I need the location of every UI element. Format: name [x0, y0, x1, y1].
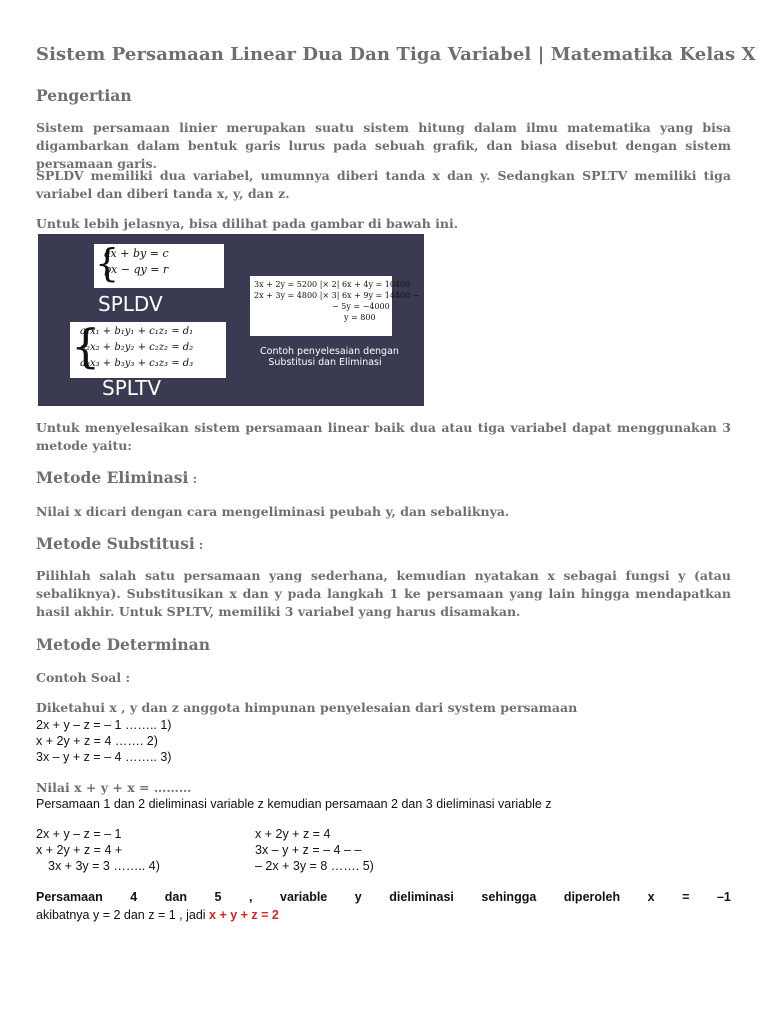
caption-line: Substitusi dan Eliminasi [268, 357, 382, 368]
heading-text: Metode Eliminasi [36, 468, 189, 487]
section-heading-eliminasi [36, 468, 197, 487]
paragraph-definition: Sistem persamaan linier merupakan suatu sistem hitung dalam ilmu matematika yang bisa digambarkan dalam bentuk garis lurus pada sebuah grafik, dan biasa disebut dengan sistem persamaan garis. [36, 120, 731, 171]
conclusion-word: = [682, 890, 690, 904]
conclusion-word: sehingga [481, 890, 537, 904]
example-intro: Diketahui x , y dan z anggota himpunan penyelesaian dari system persamaan [36, 700, 578, 715]
conclusion-word: , [248, 890, 253, 904]
example-question: Nilai x + y + x = ……… [36, 780, 192, 795]
conclusion-word: 5 [214, 890, 222, 904]
spltv-equation: a₁x₁ + b₁y₁ + c₁z₁ = d₁ [80, 326, 194, 337]
equation-1: 2x + y – z = – 1 …….. 1) [36, 718, 172, 732]
spltv-equation: a₃x₃ + b₃y₃ + c₃z₃ = d₃ [80, 358, 194, 369]
spldv-equation-box: { ax + by = c px − qy = r [94, 244, 224, 288]
paragraph-substitusi: Pilihlah salah satu persamaan yang sederhana, kemudian nyatakan x sebagai fungsi y (atau sebaliknya). Substitusikan x dan y pada langkah 1 ke persamaan yang lain hingga mendapatkan hasil akhir. Untuk SPLTV, memiliki 3 variabel yang harus disamakan. [36, 568, 731, 619]
solution-line: 3x + 2y = 5200 |× 2| 6x + 4y = 10400 [254, 280, 411, 289]
conclusion-text: akibatnya y = 2 dan z = 1 , jadi [36, 908, 210, 922]
caption-line: Contoh penyelesaian dengan [260, 346, 399, 357]
spldv-label: SPLDV [98, 292, 163, 316]
spltv-label: SPLTV [102, 376, 162, 400]
section-heading-substitusi [36, 534, 203, 553]
equation-2: x + 2y + z = 4 ……. 2) [36, 734, 158, 748]
left-equation: 2x + y – z = – 1 [36, 827, 122, 841]
solution-line: y = 800 [344, 313, 376, 322]
conclusion-word: y [354, 890, 362, 904]
conclusion-word: variable [280, 890, 328, 904]
paragraph-see-figure: Untuk lebih jelasnya, bisa dilihat pada gambar di bawah ini. [36, 216, 459, 231]
conclusion-word: –1 [716, 890, 731, 904]
conclusion-word: 4 [130, 890, 138, 904]
conclusion-word: Persamaan [36, 890, 103, 904]
left-equation: x + 2y + z = 4 + [36, 843, 123, 857]
solution-line: − 5y = −4000 [332, 302, 390, 311]
conclusion-word: dan [164, 890, 187, 904]
page-title: Sistem Persamaan Linear Dua Dan Tiga Variabel | Matematika Kelas X [36, 44, 756, 65]
paragraph-eliminasi: Nilai x dicari dengan cara mengeliminasi peubah y, dan sebaliknya. [36, 504, 510, 519]
figure-caption [260, 346, 399, 368]
paragraph-methods-intro: Untuk menyelesaikan sistem persamaan linear baik dua atau tiga variabel dapat menggunakan 3 metode yaitu: [36, 420, 731, 453]
final-answer: x + y + z = 2 [209, 908, 279, 922]
spldv-spltv-figure [38, 234, 424, 406]
paragraph-variables: SPLDV memiliki dua variabel, umumnya diberi tanda x dan y. Sedangkan SPLTV memiliki tiga variabel dan diberi tanda x, y, dan z. [36, 168, 731, 201]
heading-colon: : [188, 472, 198, 486]
right-equation: 3x – y + z = – 4 – – [255, 843, 362, 857]
spltv-equation: a₂x₂ + b₂y₂ + c₂z₂ = d₂ [80, 342, 194, 353]
section-heading-pengertian: Pengertian [36, 86, 132, 105]
conclusion-word: diperoleh [563, 890, 621, 904]
section-heading-determinan: Metode Determinan [36, 635, 210, 654]
example-label: Contoh Soal : [36, 670, 131, 685]
conclusion-word: x [647, 890, 655, 904]
heading-text: Metode Substitusi [36, 534, 195, 553]
conclusion-line-1 [36, 890, 731, 904]
equation-3: 3x – y + z = – 4 …….. 3) [36, 750, 172, 764]
solution-box [250, 276, 420, 336]
elimination-step: Persamaan 1 dan 2 dieliminasi variable z kemudian persamaan 2 dan 3 dieliminasi variable z [36, 797, 552, 811]
conclusion-line-2 [36, 908, 279, 922]
solution-line: 2x + 3y = 4800 |× 3| 6x + 9y = 14400 − [254, 291, 420, 300]
conclusion-word: dieliminasi [389, 890, 454, 904]
spldv-equation: ax + by = c [104, 247, 169, 260]
heading-colon: : [194, 538, 204, 552]
spltv-equation-box: { a₁x₁ + b₁y₁ + c₁z₁ = d₁ a₂x₂ + b₂y₂ + c₂z₂ = d₂ a₃x₃ + b₃y₃ + c₃z₃ = d₃ [70, 322, 226, 378]
left-equation: 3x + 3y = 3 …….. 4) [48, 859, 160, 873]
right-equation: – 2x + 3y = 8 ……. 5) [255, 859, 374, 873]
right-equation: x + 2y + z = 4 [255, 827, 331, 841]
spldv-equation: px − qy = r [104, 263, 169, 276]
